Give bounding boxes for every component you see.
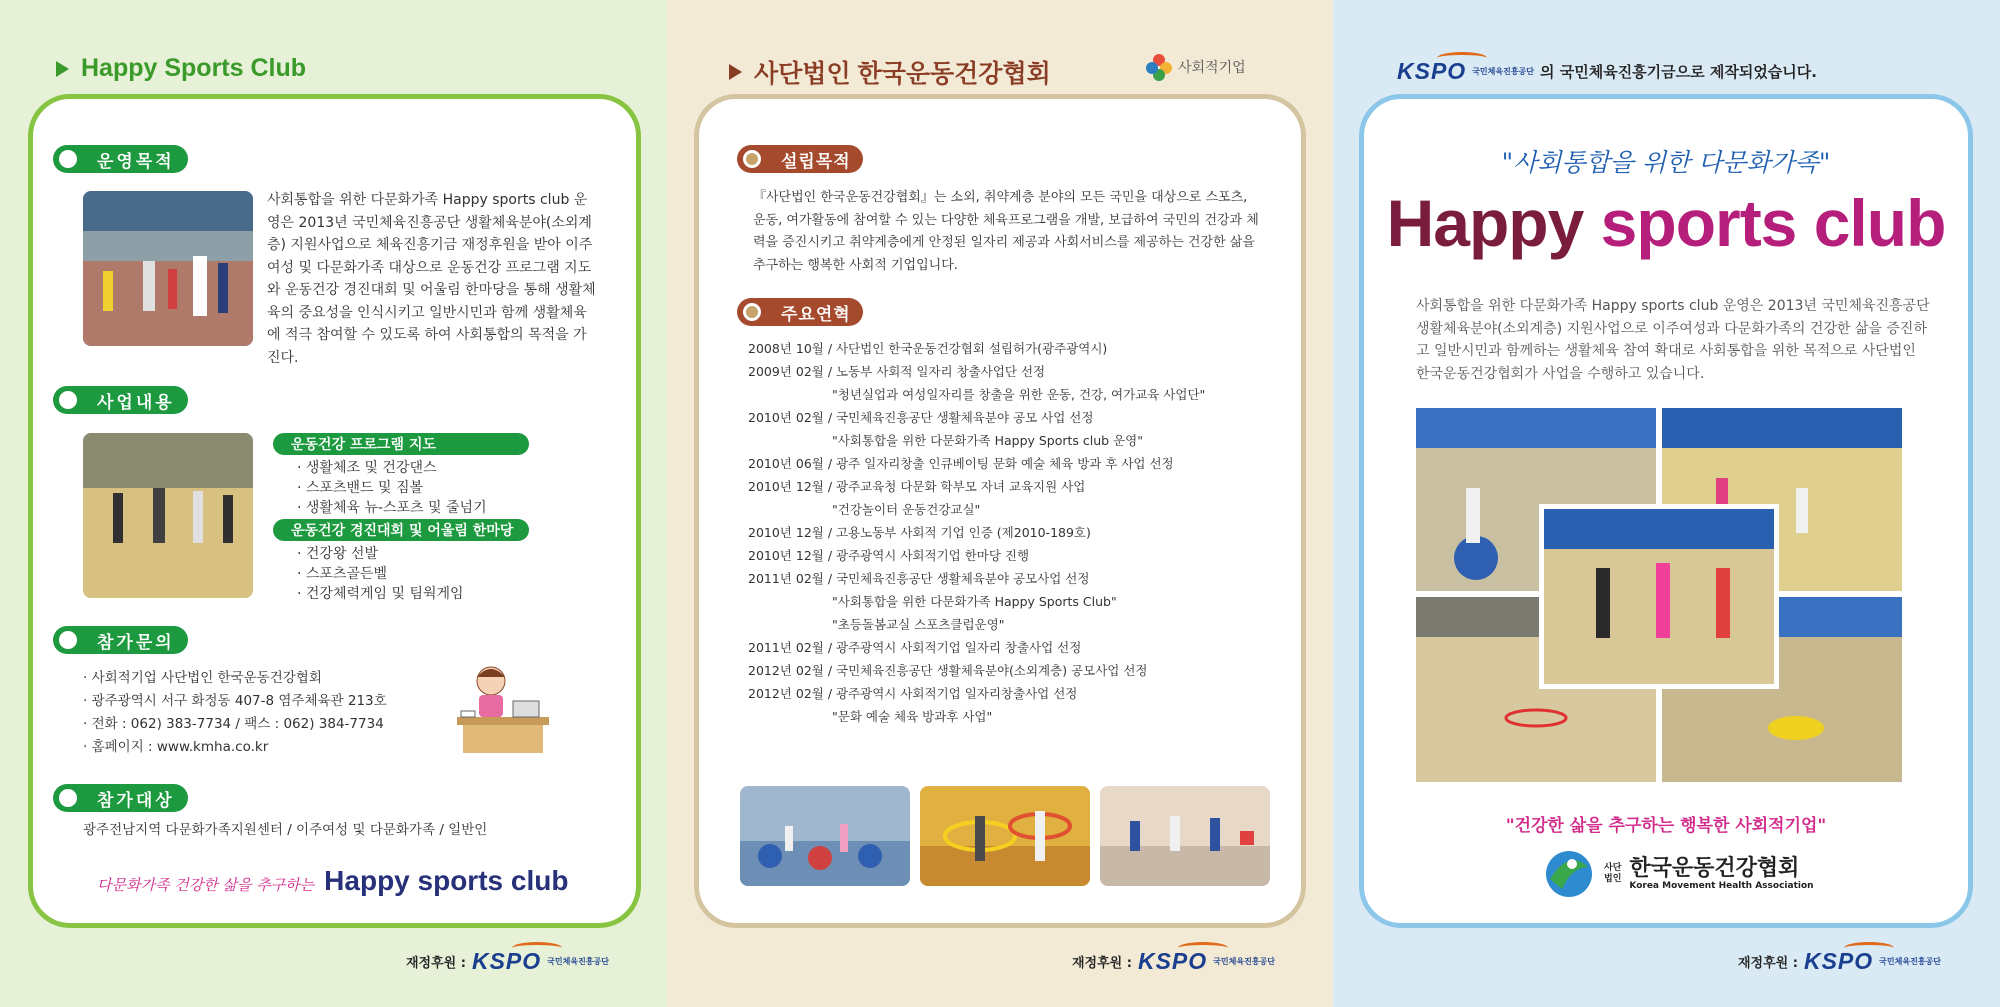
org-prefix: 사단 법인	[1604, 863, 1622, 884]
section-label-inquiry: 참가문의	[53, 626, 188, 654]
section-label-business: 사업내용	[53, 386, 188, 414]
receptionist-illustration	[451, 661, 555, 761]
photo-outdoor-exercise-image	[83, 191, 253, 346]
kspo-arc-icon	[1178, 942, 1228, 954]
history-item: 2011년 02월 / 국민체육진흥공단 생활체육분야 공모사업 선정	[748, 571, 1090, 586]
list-item: · 스포츠골든벨	[297, 564, 464, 584]
history-list	[748, 337, 1308, 728]
cover-header: KSPO 국민체육진흥공단 의 국민체육진흥기금으로 제작되었습니다.	[1397, 58, 1817, 85]
history-item: 2010년 12월 / 고용노동부 사회적 기업 인증 (제2010-189호)	[748, 525, 1091, 540]
history-item: 2008년 10월 / 사단법인 한국운동건강협회 설립허가(광주광역시)	[748, 341, 1108, 356]
program-label-competition: 운동건강 경진대회 및 어울림 한마당	[273, 519, 529, 541]
list-item: · 스포츠밴드 및 짐볼	[297, 478, 487, 498]
list-item: · 생활체조 및 건강댄스	[297, 458, 487, 478]
panel2-card	[694, 94, 1306, 928]
slogan-big: Happy sports club	[324, 865, 569, 896]
org-logo	[1542, 849, 1814, 899]
panel-cover	[1333, 0, 2000, 1007]
kspo-logo: KSPO	[1397, 58, 1466, 85]
history-item: 2012년 02월 / 광주광역시 사회적기업 일자리창출사업 선정	[748, 686, 1078, 701]
kspo-arc-icon	[1844, 942, 1894, 954]
section-label-founding-purpose: 설립목적	[737, 145, 863, 173]
contact-info	[83, 667, 443, 759]
kspo-arc-icon	[512, 942, 562, 954]
section-label-target: 참가대상	[53, 784, 188, 812]
panel-organization	[667, 0, 1333, 1007]
photo-kids-hula-hoop	[920, 786, 1090, 886]
list-item: · 생활체육 뉴-스포츠 및 줄넘기	[297, 498, 487, 518]
panel1-slogan	[97, 865, 568, 897]
panel3-card	[1359, 94, 1973, 928]
section-label-purpose: 운영목적	[53, 145, 188, 173]
photo-kids-hula-hoop-image	[920, 786, 1090, 886]
history-item: 2010년 06월 / 광주 일자리창출 인큐베이팅 문화 예술 체육 방과 후 사업 선정	[748, 456, 1174, 471]
photo-kids-indoor-game-image	[1100, 786, 1270, 886]
founding-purpose-text: 『사단법인 한국운동건강협회』는 소외, 취약계층 분야의 모든 국민을 대상으로 스포츠, 운동, 여가활동에 참여할 수 있는 다양한 체육프로그램을 개발, 보급하여 국민의 건강과 체력을 증진시키고 취약계층에게 안정된 일자리 제공과 사회서비스를 제공하는 건강한 삶을 추구하는 행복한 사회적 기업입니다.	[753, 190, 1259, 273]
flower-logo-icon	[1144, 52, 1174, 82]
history-item: 2009년 02월 / 노동부 사회적 일자리 창출사업단 선정	[748, 364, 1046, 379]
kspo-logo: KSPO	[472, 948, 541, 975]
photo-gym-exercise-image	[83, 433, 253, 598]
receptionist-illustration-image	[451, 661, 555, 761]
photo-kids-gym-balls	[740, 786, 910, 886]
circle-bullet-icon	[59, 789, 77, 807]
list-item: · 건강왕 선발	[297, 544, 464, 564]
cover-subtitle: "사회통합을 위한 다문화가족"	[1501, 148, 1831, 177]
photo-kids-gym-balls-image	[740, 786, 910, 886]
org-emblem-icon	[1542, 849, 1596, 899]
history-item: 2010년 12월 / 광주교육청 다문화 학부모 자녀 교육지원 사업	[748, 479, 1086, 494]
program-label-guidance: 운동건강 프로그램 지도	[273, 433, 529, 455]
history-item: "사회통합을 위한 다문화가족 Happy Sports club 운영"	[832, 433, 1143, 448]
kspo-logo: KSPO	[1138, 948, 1207, 975]
history-item: "청년실업과 여성일자리를 창출을 위한 운동, 건강, 여가교육 사업단"	[832, 387, 1206, 402]
photo-gym-exercise	[83, 433, 253, 598]
purpose-text: 사회통합을 위한 다문화가족 Happy sports club 운영은 2013년 국민체육진흥공단 생활체육분야(소외계층) 지원사업으로 체육진흥기금 재정후원을 받아 이주여성 및 다문화가족 대상으로 운동건강 프로그램 지도와 운동건강 경진대회 및 어울림 한마당을 통해 생활체육의 중요성을 인식시키고 일반시민과 함께 생활체육에 적극 참여할 수 있도록 하여 사회통합의 목적을 가진다.	[267, 192, 596, 366]
contact-line: · 홈페이지 : www.kmha.co.kr	[83, 739, 269, 755]
history-item: "사회통합을 위한 다문화가족 Happy Sports Club"	[832, 594, 1117, 609]
history-item: 2012년 02월 / 국민체육진흥공단 생활체육분야(소외계층) 공모사업 선정	[748, 663, 1148, 678]
cover-title: Happy sports club	[1386, 186, 1946, 260]
history-item: 2010년 12월 / 광주광역시 사회적기업 한마당 진행	[748, 548, 1030, 563]
circle-bullet-icon	[59, 631, 77, 649]
panel1-card	[28, 94, 641, 928]
contact-line: · 광주광역시 서구 화정동 407-8 염주체육관 213호	[83, 693, 387, 709]
org-names: 한국운동건강협회 Korea Movement Health Association	[1629, 856, 1814, 891]
contact-line: · 사회적기업 사단법인 한국운동건강협회	[83, 670, 322, 686]
photo-collage-image	[1416, 408, 1902, 782]
list-item: · 건강체력게임 및 팀웍게임	[297, 584, 464, 604]
history-item: 2010년 02월 / 국민체육진흥공단 생활체육분야 공모 사업 선정	[748, 410, 1094, 425]
history-item: "문화 예술 체육 방과후 사업"	[832, 709, 993, 724]
history-item: "건강놀이터 운동건강교실"	[832, 502, 981, 517]
photo-outdoor-exercise	[83, 191, 253, 346]
kspo-logo: KSPO	[1804, 948, 1873, 975]
circle-bullet-icon	[59, 391, 77, 409]
triangle-bullet-icon	[729, 64, 742, 80]
social-enterprise-badge: 사회적기업	[1144, 52, 1246, 82]
kspo-arc-icon	[1437, 52, 1487, 64]
circle-bullet-icon	[59, 150, 77, 168]
program1-list	[297, 458, 487, 518]
history-item: 2011년 02월 / 광주광역시 사회적기업 일자리 창출사업 선정	[748, 640, 1082, 655]
slogan-small: 다문화가족 건강한 삶을 추구하는	[97, 876, 315, 894]
panel-happy-sports-club	[0, 0, 667, 1007]
sponsor-line: 재정후원 : KSPO 국민체육진흥공단	[406, 948, 609, 975]
cover-slogan: "건강한 삶을 추구하는 행복한 사회적기업"	[1505, 816, 1827, 836]
panel1-title: Happy Sports Club	[56, 54, 306, 83]
circle-bullet-icon	[743, 303, 761, 321]
cover-description: 사회통합을 위한 다문화가족 Happy sports club 운영은 2013년 국민체육진흥공단 생활체육분야(소외계층) 지원사업으로 이주여성과 다문화가족의 건강한 삶을 증진하고 일반시민과 함께하는 생활체육 참여 확대로 사회통합을 위한 목적으로 사단법인 한국운동건강협회가 사업을 수행하고 있습니다.	[1416, 298, 1930, 382]
sponsor-line: 재정후원 : KSPO 국민체육진흥공단	[1738, 948, 1941, 975]
target-text: 광주전남지역 다문화가족지원센터 / 이주여성 및 다문화가족 / 일반인	[83, 822, 488, 838]
sponsor-line: 재정후원 : KSPO 국민체육진흥공단	[1072, 948, 1275, 975]
photo-collage	[1416, 408, 1902, 782]
circle-bullet-icon	[743, 150, 761, 168]
photo-kids-indoor-game	[1100, 786, 1270, 886]
panel2-title: 사단법인 한국운동건강협회	[729, 54, 1051, 90]
program2-list	[297, 544, 464, 604]
triangle-bullet-icon	[56, 61, 69, 77]
history-item: "초등돌봄교실 스포츠클럽운영"	[832, 617, 1005, 632]
section-label-history: 주요연혁	[737, 298, 863, 326]
contact-line: · 전화 : 062) 383-7734 / 팩스 : 062) 384-7734	[83, 716, 384, 732]
